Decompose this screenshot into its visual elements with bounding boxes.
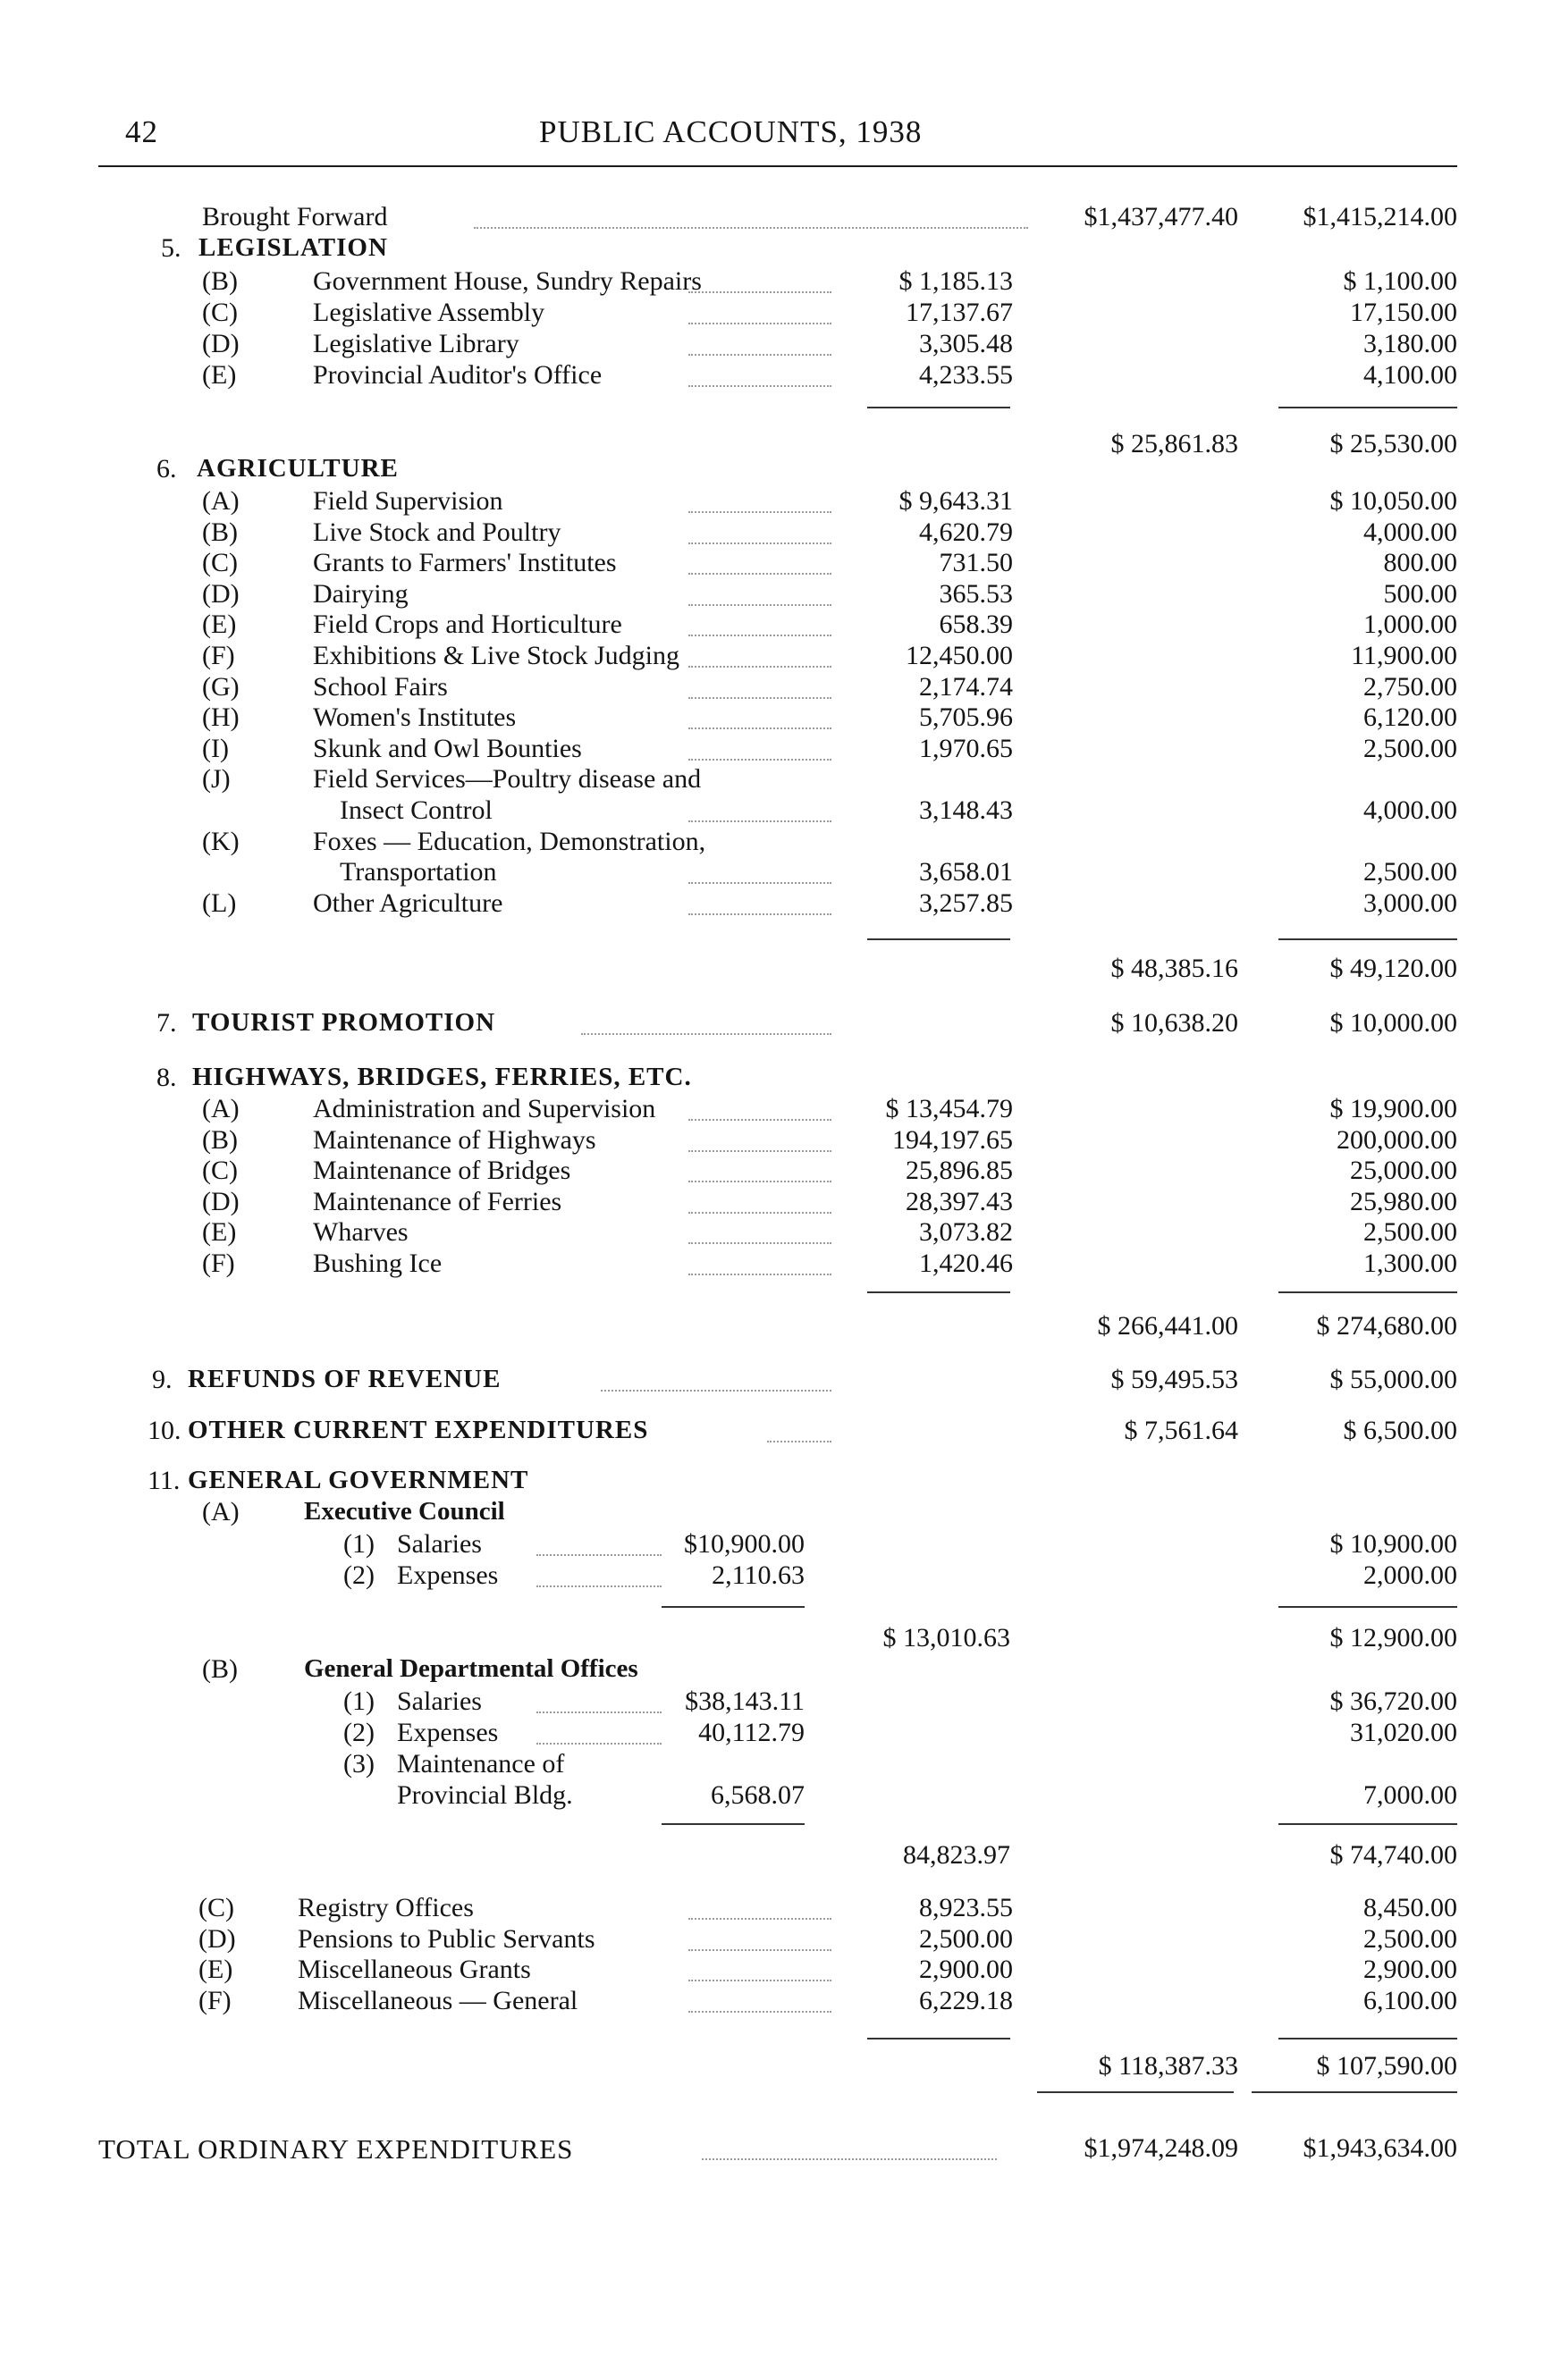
subitem-amount: $38,143.11 <box>685 1686 805 1716</box>
item-amount: 3,148.43 <box>919 795 1013 825</box>
item-letter: (D) <box>202 578 240 609</box>
section-title-legislation: LEGISLATION <box>198 233 388 262</box>
executive-council-subtotal: $ 13,010.63 <box>882 1623 1010 1653</box>
brought-forward-estimate: $1,415,214.00 <box>1303 202 1457 231</box>
subitem-number: (3) <box>343 1749 375 1779</box>
item-estimate: 2,500.00 <box>1363 1217 1457 1248</box>
leader-dots <box>688 1274 831 1275</box>
item-letter: (C) <box>202 298 238 327</box>
item-label: Maintenance of Highways <box>313 1124 596 1155</box>
item-letter: (D) <box>202 329 240 358</box>
section-number: 11. <box>148 1466 181 1495</box>
item-estimate: 200,000.00 <box>1337 1124 1457 1155</box>
item-label: Provincial Auditor's Office <box>313 360 603 390</box>
subtotal-rule <box>662 1606 805 1608</box>
leader-dots <box>702 2158 997 2160</box>
item-label: Administration and Supervision <box>313 1094 656 1123</box>
item-amount: 731.50 <box>939 548 1013 578</box>
leader-dots <box>688 291 831 293</box>
grand-total-actual: $1,974,248.09 <box>1084 2133 1238 2163</box>
item-letter: (B) <box>202 1654 238 1684</box>
item-label: Other Agriculture <box>313 887 503 918</box>
item-amount: 365.53 <box>939 578 1013 609</box>
item-amount: 28,397.43 <box>906 1186 1013 1216</box>
item-letter: (F) <box>202 641 235 670</box>
item-amount: 1,420.46 <box>919 1249 1013 1278</box>
section-title-tourist-promotion: TOURIST PROMOTION <box>192 1008 496 1037</box>
total-rule <box>1252 2091 1457 2093</box>
general-departmental-subtotal-estimate: $ 74,740.00 <box>1329 1840 1457 1870</box>
subtotal-rule <box>1278 407 1457 408</box>
general-government-total: $ 118,387.33 <box>1098 2051 1238 2081</box>
leader-dots <box>688 1150 831 1152</box>
grand-total-estimate: $1,943,634.00 <box>1303 2133 1457 2163</box>
leader-dots <box>688 697 831 699</box>
item-letter: (B) <box>202 266 238 296</box>
item-amount: $ 9,643.31 <box>898 486 1013 516</box>
item-estimate: 25,980.00 <box>1350 1186 1457 1216</box>
highways-total-estimate: $ 274,680.00 <box>1316 1311 1457 1341</box>
item-amount: 1,970.65 <box>919 733 1013 763</box>
item-amount: 3,305.48 <box>919 329 1013 358</box>
item-label: Government House, Sundry Repairs <box>313 266 702 296</box>
item-label: Field Services—Poultry disease and <box>313 764 702 795</box>
item-amount: 3,257.85 <box>919 887 1013 918</box>
leader-dots <box>688 1918 831 1920</box>
subitem-amount: 2,110.63 <box>712 1560 805 1590</box>
subitem-label: Salaries <box>397 1529 482 1559</box>
item-letter: (E) <box>202 1217 237 1248</box>
highways-total: $ 266,441.00 <box>1097 1311 1238 1341</box>
leader-dots <box>688 323 831 324</box>
subitem-label: Salaries <box>397 1686 482 1716</box>
section-title-other-current-expenditures: OTHER CURRENT EXPENDITURES <box>188 1416 649 1444</box>
item-estimate: 11,900.00 <box>1351 641 1457 670</box>
item-amount: 17,137.67 <box>906 298 1013 327</box>
item-amount: 658.39 <box>939 610 1013 640</box>
subtotal-rule <box>867 2038 1010 2039</box>
subtotal-rule <box>1278 1606 1457 1608</box>
executive-council-subtotal-estimate: $ 12,900.00 <box>1329 1623 1457 1653</box>
item-letter: (A) <box>202 486 240 516</box>
subtotal-rule <box>1278 1823 1457 1825</box>
other-current-total: $ 7,561.64 <box>1124 1416 1238 1445</box>
leader-dots <box>688 913 831 915</box>
subitem-estimate: $ 10,900.00 <box>1329 1529 1457 1559</box>
item-amount: 3,658.01 <box>919 857 1013 887</box>
item-estimate: 17,150.00 <box>1350 298 1457 327</box>
item-letter: (C) <box>202 548 238 578</box>
section-number: 6. <box>156 454 177 484</box>
leader-dots <box>688 666 831 668</box>
item-label: Bushing Ice <box>313 1249 443 1278</box>
general-departmental-subtotal: 84,823.97 <box>903 1840 1010 1870</box>
leader-dots <box>688 573 831 575</box>
item-estimate: $ 10,050.00 <box>1329 486 1457 516</box>
tourist-promotion-total: $ 10,638.20 <box>1110 1008 1238 1038</box>
item-letter: (K) <box>202 826 240 856</box>
item-estimate: 3,000.00 <box>1363 887 1457 918</box>
item-estimate: 2,750.00 <box>1363 671 1457 702</box>
item-label: Skunk and Owl Bounties <box>313 733 582 763</box>
item-label: Pensions to Public Servants <box>298 1923 595 1954</box>
item-label: Dairying <box>313 578 409 609</box>
item-estimate: 25,000.00 <box>1350 1156 1457 1186</box>
subtotal-rule <box>867 938 1010 940</box>
section-number: 5. <box>161 233 181 263</box>
item-estimate: 6,120.00 <box>1363 702 1457 733</box>
leader-dots <box>601 1390 831 1392</box>
item-estimate: $ 19,900.00 <box>1329 1094 1457 1123</box>
section-number: 8. <box>156 1063 177 1092</box>
item-label: Live Stock and Poultry <box>313 517 561 547</box>
item-letter: (F) <box>202 1249 235 1278</box>
other-current-total-estimate: $ 6,500.00 <box>1343 1416 1457 1445</box>
item-estimate: 4,000.00 <box>1363 795 1457 825</box>
item-estimate: 2,500.00 <box>1363 1923 1457 1954</box>
item-amount: 5,705.96 <box>919 702 1013 733</box>
item-amount: 2,900.00 <box>919 1955 1013 1985</box>
refunds-total: $ 59,495.53 <box>1110 1365 1238 1394</box>
leader-dots <box>474 227 1028 229</box>
subtotal-rule <box>1278 2038 1457 2039</box>
leader-dots <box>688 635 831 636</box>
item-label: Maintenance of Bridges <box>313 1156 571 1186</box>
item-label: Maintenance of Ferries <box>313 1186 562 1216</box>
item-estimate: 4,000.00 <box>1363 517 1457 547</box>
section-number: 9. <box>152 1365 173 1394</box>
executive-council-title: Executive Council <box>304 1497 505 1526</box>
item-letter: (D) <box>202 1186 240 1216</box>
item-letter: (B) <box>202 1124 238 1155</box>
subtotal-rule <box>867 407 1010 408</box>
item-letter: (L) <box>202 887 237 918</box>
item-amount: 2,500.00 <box>919 1923 1013 1954</box>
leader-dots <box>688 354 831 356</box>
item-letter: (E) <box>202 360 237 390</box>
header-rule <box>98 165 1457 167</box>
item-estimate: 3,180.00 <box>1363 329 1457 358</box>
item-estimate: $ 1,100.00 <box>1343 266 1457 296</box>
refunds-total-estimate: $ 55,000.00 <box>1329 1365 1457 1394</box>
leader-dots <box>688 2011 831 2013</box>
leader-dots <box>688 385 831 387</box>
leader-dots <box>688 511 831 513</box>
leader-dots <box>688 1212 831 1214</box>
subitem-estimate: $ 36,720.00 <box>1329 1686 1457 1716</box>
section-title-highways: HIGHWAYS, BRIDGES, FERRIES, ETC. <box>192 1063 692 1091</box>
subitem-estimate: 7,000.00 <box>1363 1780 1457 1810</box>
leader-dots <box>581 1033 831 1035</box>
item-letter: (E) <box>198 1955 233 1985</box>
item-label: Miscellaneous Grants <box>298 1955 531 1985</box>
subitem-number: (2) <box>343 1560 375 1590</box>
item-estimate: 2,500.00 <box>1363 733 1457 763</box>
leader-dots <box>688 1181 831 1182</box>
subitem-amount: 6,568.07 <box>711 1780 805 1810</box>
item-label: Wharves <box>313 1217 409 1248</box>
section-title-refunds: REFUNDS OF REVENUE <box>188 1365 502 1393</box>
subitem-label: Expenses <box>397 1718 499 1747</box>
subitem-number: (1) <box>343 1686 375 1716</box>
grand-total-label: TOTAL ORDINARY EXPENDITURES <box>98 2133 574 2165</box>
item-label-continued: Insect Control <box>340 795 493 825</box>
leader-dots <box>688 1242 831 1244</box>
item-label-continued: Transportation <box>340 857 497 887</box>
item-label: Grants to Farmers' Institutes <box>313 548 617 578</box>
general-departmental-offices-title: General Departmental Offices <box>304 1654 638 1683</box>
item-amount: 8,923.55 <box>919 1893 1013 1922</box>
subitem-label: Expenses <box>397 1560 499 1590</box>
item-amount: 25,896.85 <box>906 1156 1013 1186</box>
page-number: 42 <box>125 114 158 149</box>
item-letter: (C) <box>198 1893 234 1922</box>
leader-dots <box>688 542 831 544</box>
item-amount: 6,229.18 <box>919 1985 1013 2015</box>
subtotal-rule <box>867 1291 1010 1293</box>
subitem-label-continued: Provincial Bldg. <box>397 1780 573 1810</box>
section-title-agriculture: AGRICULTURE <box>197 454 399 483</box>
leader-dots <box>688 727 831 729</box>
item-amount: 2,174.74 <box>919 671 1013 702</box>
subitem-label: Maintenance of <box>397 1749 565 1779</box>
item-amount: $ 13,454.79 <box>885 1094 1013 1123</box>
total-rule <box>1037 2091 1234 2093</box>
subitem-amount: $10,900.00 <box>684 1529 805 1559</box>
item-estimate: 2,500.00 <box>1363 857 1457 887</box>
item-label: Legislative Assembly <box>313 298 545 327</box>
item-letter: (A) <box>202 1094 240 1123</box>
item-letter: (E) <box>202 610 237 640</box>
item-estimate: 1,000.00 <box>1363 610 1457 640</box>
leader-dots <box>688 820 831 822</box>
item-estimate: 800.00 <box>1383 548 1457 578</box>
item-amount: $ 1,185.13 <box>898 266 1013 296</box>
item-estimate: 2,900.00 <box>1363 1955 1457 1985</box>
item-label: School Fairs <box>313 671 448 702</box>
item-letter: (J) <box>202 764 231 795</box>
item-letter: (F) <box>198 1985 232 2015</box>
item-label: Field Crops and Horticulture <box>313 610 622 640</box>
subitem-estimate: 2,000.00 <box>1363 1560 1457 1590</box>
subitem-estimate: 31,020.00 <box>1350 1718 1457 1747</box>
general-government-total-estimate: $ 107,590.00 <box>1316 2051 1457 2081</box>
item-letter: (C) <box>202 1156 238 1186</box>
section-title-general-government: GENERAL GOVERNMENT <box>188 1466 529 1494</box>
item-amount: 194,197.65 <box>892 1124 1013 1155</box>
subtotal-rule <box>662 1823 805 1825</box>
item-letter: (D) <box>198 1923 236 1954</box>
subitem-number: (1) <box>343 1529 375 1559</box>
item-label: Field Supervision <box>313 486 503 516</box>
subtotal-rule <box>1278 1291 1457 1293</box>
item-label: Registry Offices <box>298 1893 474 1922</box>
item-letter: (G) <box>202 671 240 702</box>
subitem-number: (2) <box>343 1718 375 1747</box>
leader-dots <box>767 1441 831 1442</box>
leader-dots <box>688 1119 831 1121</box>
item-estimate: 6,100.00 <box>1363 1985 1457 2015</box>
item-estimate: 1,300.00 <box>1363 1249 1457 1278</box>
leader-dots <box>688 759 831 761</box>
page-title: PUBLIC ACCOUNTS, 1938 <box>539 114 923 149</box>
agriculture-total: $ 48,385.16 <box>1110 954 1238 983</box>
item-label: Miscellaneous — General <box>298 1985 578 2015</box>
item-estimate: 4,100.00 <box>1363 360 1457 390</box>
subtotal-rule <box>1278 938 1457 940</box>
item-label: Exhibitions & Live Stock Judging <box>313 641 679 670</box>
leader-dots <box>688 1980 831 1981</box>
item-letter: (B) <box>202 517 238 547</box>
item-amount: 3,073.82 <box>919 1217 1013 1248</box>
item-amount: 4,233.55 <box>919 360 1013 390</box>
tourist-promotion-total-estimate: $ 10,000.00 <box>1329 1008 1457 1038</box>
subitem-amount: 40,112.79 <box>698 1718 805 1747</box>
item-label: Foxes — Education, Demonstration, <box>313 826 706 856</box>
legislation-total: $ 25,861.83 <box>1110 429 1238 458</box>
item-label: Legislative Library <box>313 329 519 358</box>
leader-dots <box>688 604 831 606</box>
brought-forward-actual: $1,437,477.40 <box>1084 202 1238 231</box>
item-amount: 4,620.79 <box>919 517 1013 547</box>
section-number: 10. <box>148 1416 181 1445</box>
leader-dots <box>688 1949 831 1951</box>
legislation-total-estimate: $ 25,530.00 <box>1329 429 1457 458</box>
brought-forward-label: Brought Forward <box>202 202 388 231</box>
item-letter: (H) <box>202 702 240 733</box>
item-letter: (I) <box>202 733 229 763</box>
item-estimate: 8,450.00 <box>1363 1893 1457 1922</box>
item-estimate: 500.00 <box>1383 578 1457 609</box>
leader-dots <box>688 882 831 884</box>
item-amount: 12,450.00 <box>906 641 1013 670</box>
item-letter: (A) <box>202 1497 240 1526</box>
section-number: 7. <box>156 1008 177 1038</box>
agriculture-total-estimate: $ 49,120.00 <box>1329 954 1457 983</box>
item-label: Women's Institutes <box>313 702 517 733</box>
